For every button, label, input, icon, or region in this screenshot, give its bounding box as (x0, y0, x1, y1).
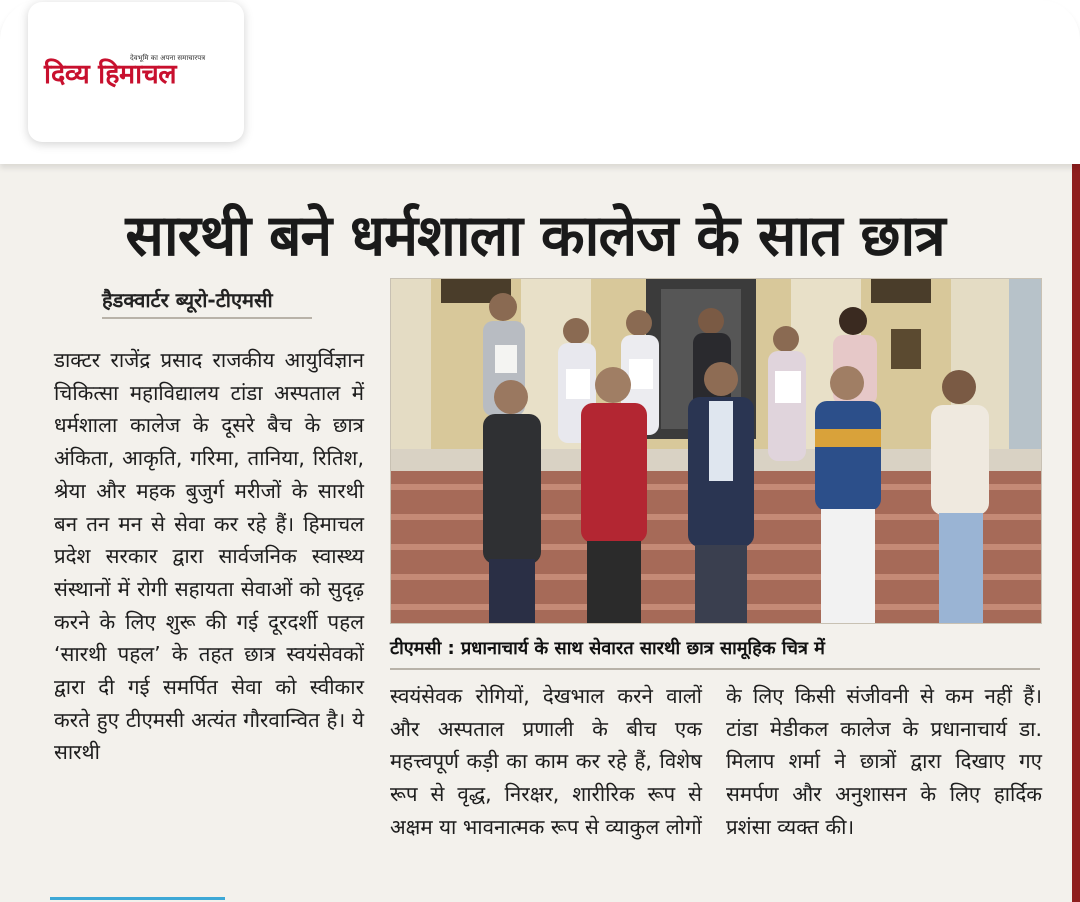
article-column-1: डाक्टर राजेंद्र प्रसाद राजकीय आयुर्विज्ञान चिकित्सा महाविद्यालय टांडा अस्पताल में धर्मशाला कालेज के दूसरे बैच के छात्र अंकिता, आकृति, गरिमा, तानिया, रितिश, श्रेया और महक बुजुर्ग मरीजों के सारथी बन तन मन से सेवा कर रहे हैं। हिमाचल प्रदेश सरकार द्वारा सार्वजनिक स्वास्थ्य संस्थानों में रोगी सहायता सेवाओं को सुदृढ़ करने के लिए शुरू की गई दूरदर्शी पहल ‘सारथी पहल’ के तहत छात्र स्वयंसेवकों द्वारा दी गई समर्पित सेवा को स्वीकार करते हुए टीएमसी अत्यंत गौरवान्वित है। ये सारथी (54, 348, 364, 765)
app-header (0, 0, 1080, 164)
newspaper-clipping (0, 164, 1080, 902)
article-headline: सारथी बने धर्मशाला कालेज के सात छात्र (125, 203, 945, 269)
article-byline: हैडक्वार्टर ब्यूरो-टीएमसी (102, 286, 312, 319)
masthead-logo-text: दिव्य हिमाचल (44, 59, 177, 90)
group-photo-image (391, 279, 1041, 623)
article-column-2: स्वयंसेवक रोगियों, देखभाल करने वालों और अस्पताल प्रणाली के बीच एक महत्त्वपूर्ण कड़ी का काम कर रहे हैं, विशेष रूप से वृद्ध, निरक्षर, शारीरिक रूप से अक्षम या भावनात्मक रूप से व्याकुल लोगों (390, 684, 702, 839)
masthead-logo[interactable] (28, 2, 244, 142)
bottom-accent-rule (50, 897, 225, 900)
masthead-tagline: देवभूमि का अपना समाचारपत्र (130, 54, 206, 62)
side-strip (1072, 164, 1080, 902)
article-column-3: के लिए किसी संजीवनी से कम नहीं हैं। टांडा मेडीकल कालेज के प्रधानाचार्य डा. मिलाप शर्मा ने छात्रों द्वारा दिखाए गए समर्पण और अनुशासन के लिए हार्दिक प्रशंसा व्यक्त की। (726, 684, 1042, 839)
group-photo[interactable] (390, 278, 1042, 624)
photo-caption: टीएमसी : प्रधानाचार्य के साथ सेवारत सारथी छात्र सामूहिक चित्र में (390, 636, 1040, 670)
